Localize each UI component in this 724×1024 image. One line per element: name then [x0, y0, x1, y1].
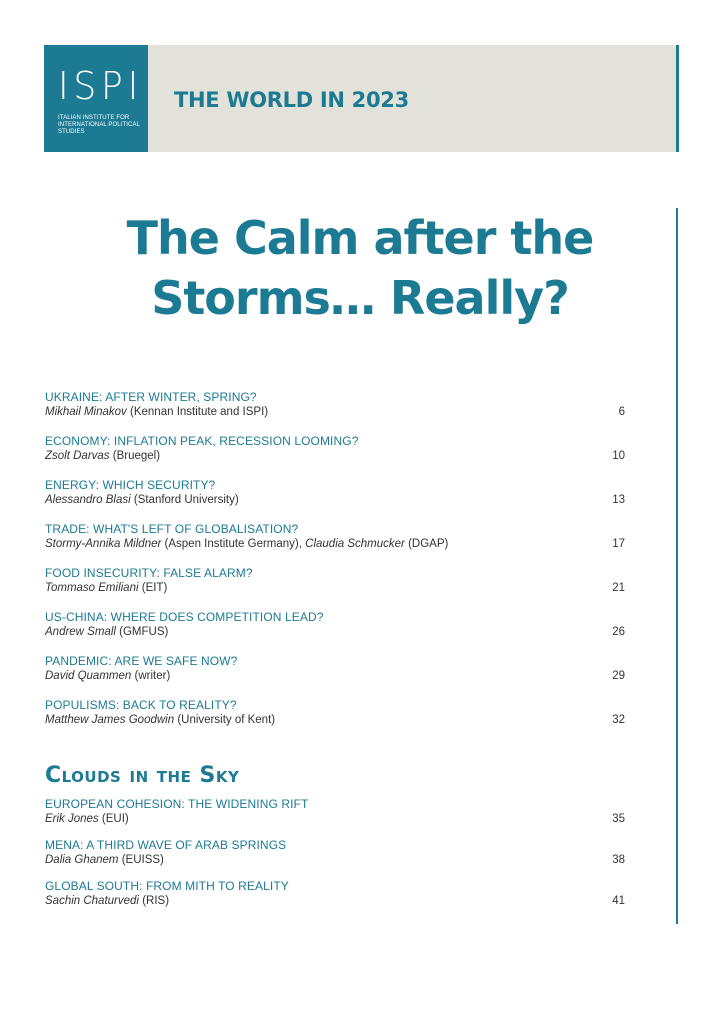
- section-table-of-contents: [45, 797, 635, 920]
- author-name: Mikhail Minakov: [45, 406, 127, 418]
- series-title: THE WORLD IN 2023: [174, 88, 409, 112]
- entry-title: TRADE: WHAT'S LEFT OF GLOBALISATION?: [45, 522, 299, 536]
- entry-title: ENERGY: WHICH SECURITY?: [45, 478, 216, 492]
- entry-title: GLOBAL SOUTH: FROM MITH TO REALITY: [45, 879, 289, 893]
- author-affiliation: (Bruegel): [112, 450, 161, 462]
- author-affiliation: (Stanford University): [133, 494, 239, 506]
- author-affiliation: (EUI): [101, 813, 129, 825]
- page-number: 6: [618, 406, 625, 418]
- author-affiliation: (GMFUS): [119, 626, 169, 638]
- entry-authors: [45, 405, 635, 420]
- author-name: Stormy-Annika Mildner: [45, 538, 162, 550]
- author-name: Alessandro Blasi: [45, 494, 131, 506]
- page-number: 26: [612, 626, 625, 638]
- toc-entry[interactable]: [45, 566, 635, 596]
- entry-authors: [45, 812, 635, 827]
- entry-authors: [45, 449, 635, 464]
- entry-title: PANDEMIC: ARE WE SAFE NOW?: [45, 654, 238, 668]
- entry-title: EUROPEAN COHESION: THE WIDENING RIFT: [45, 797, 309, 811]
- entry-title: FOOD INSECURITY: FALSE ALARM?: [45, 566, 253, 580]
- author-affiliation: (Kennan Institute and ISPI): [130, 406, 269, 418]
- entry-authors: [45, 713, 635, 728]
- logo-mark: ISPI: [58, 64, 143, 108]
- author-name: Claudia Schmucker: [305, 538, 405, 550]
- ispi-logo: [44, 45, 148, 152]
- entry-title: UKRAINE: AFTER WINTER, SPRING?: [45, 390, 257, 404]
- page-number: 29: [612, 670, 625, 682]
- page-title: The Calm after the Storms… Really?: [126, 211, 594, 325]
- author-name: Zsolt Darvas: [45, 450, 110, 462]
- entry-authors: [45, 669, 635, 684]
- author-affiliation: (Aspen Institute Germany),: [164, 538, 302, 550]
- author-affiliation: (DGAP): [408, 538, 449, 550]
- author-affiliation: (writer): [134, 670, 171, 682]
- entry-authors: [45, 537, 635, 552]
- side-rule: [676, 208, 678, 924]
- page-number: 10: [612, 450, 625, 462]
- author-affiliation: (RIS): [142, 895, 170, 907]
- toc-entry[interactable]: [45, 698, 635, 728]
- author-name: Andrew Small: [45, 626, 116, 638]
- author-name: Dalia Ghanem: [45, 854, 119, 866]
- header-rule: [676, 45, 679, 152]
- entry-authors: [45, 625, 635, 640]
- author-affiliation: (University of Kent): [177, 714, 276, 726]
- author-affiliation: (EIT): [141, 582, 168, 594]
- table-of-contents: [45, 390, 635, 742]
- section-heading: Clouds in the Sky: [45, 763, 240, 788]
- toc-entry[interactable]: [45, 654, 635, 684]
- page-number: 38: [612, 854, 625, 866]
- page-number: 13: [612, 494, 625, 506]
- author-name: Sachin Chaturvedi: [45, 895, 139, 907]
- author-name: Tommaso Emiliani: [45, 582, 139, 594]
- entry-title: ECONOMY: INFLATION PEAK, RECESSION LOOMING?: [45, 434, 359, 448]
- author-name: David Quammen: [45, 670, 132, 682]
- page-number: 32: [612, 714, 625, 726]
- entry-authors: [45, 493, 635, 508]
- toc-entry[interactable]: [45, 434, 635, 464]
- entry-title: US-CHINA: WHERE DOES COMPETITION LEAD?: [45, 610, 324, 624]
- toc-entry[interactable]: [45, 879, 635, 909]
- entry-authors: [45, 581, 635, 596]
- toc-entry[interactable]: [45, 522, 635, 552]
- toc-entry[interactable]: [45, 797, 635, 827]
- entry-authors: [45, 894, 635, 909]
- toc-entry[interactable]: [45, 390, 635, 420]
- toc-entry[interactable]: [45, 610, 635, 640]
- author-affiliation: (EUISS): [121, 854, 164, 866]
- toc-entry[interactable]: [45, 838, 635, 868]
- entry-title: POPULISMS: BACK TO REALITY?: [45, 698, 237, 712]
- entry-authors: [45, 853, 635, 868]
- page-number: 35: [612, 813, 625, 825]
- author-name: Matthew James Goodwin: [45, 714, 175, 726]
- page-number: 41: [612, 895, 625, 907]
- page-number: 17: [612, 538, 625, 550]
- logo-subtitle: ITALIAN INSTITUTE FOR INTERNATIONAL POLITICAL STUDIES: [58, 115, 140, 135]
- toc-entry[interactable]: [45, 478, 635, 508]
- entry-title: MENA: A THIRD WAVE OF ARAB SPRINGS: [45, 838, 287, 852]
- author-name: Erik Jones: [45, 813, 99, 825]
- page-number: 21: [612, 582, 625, 594]
